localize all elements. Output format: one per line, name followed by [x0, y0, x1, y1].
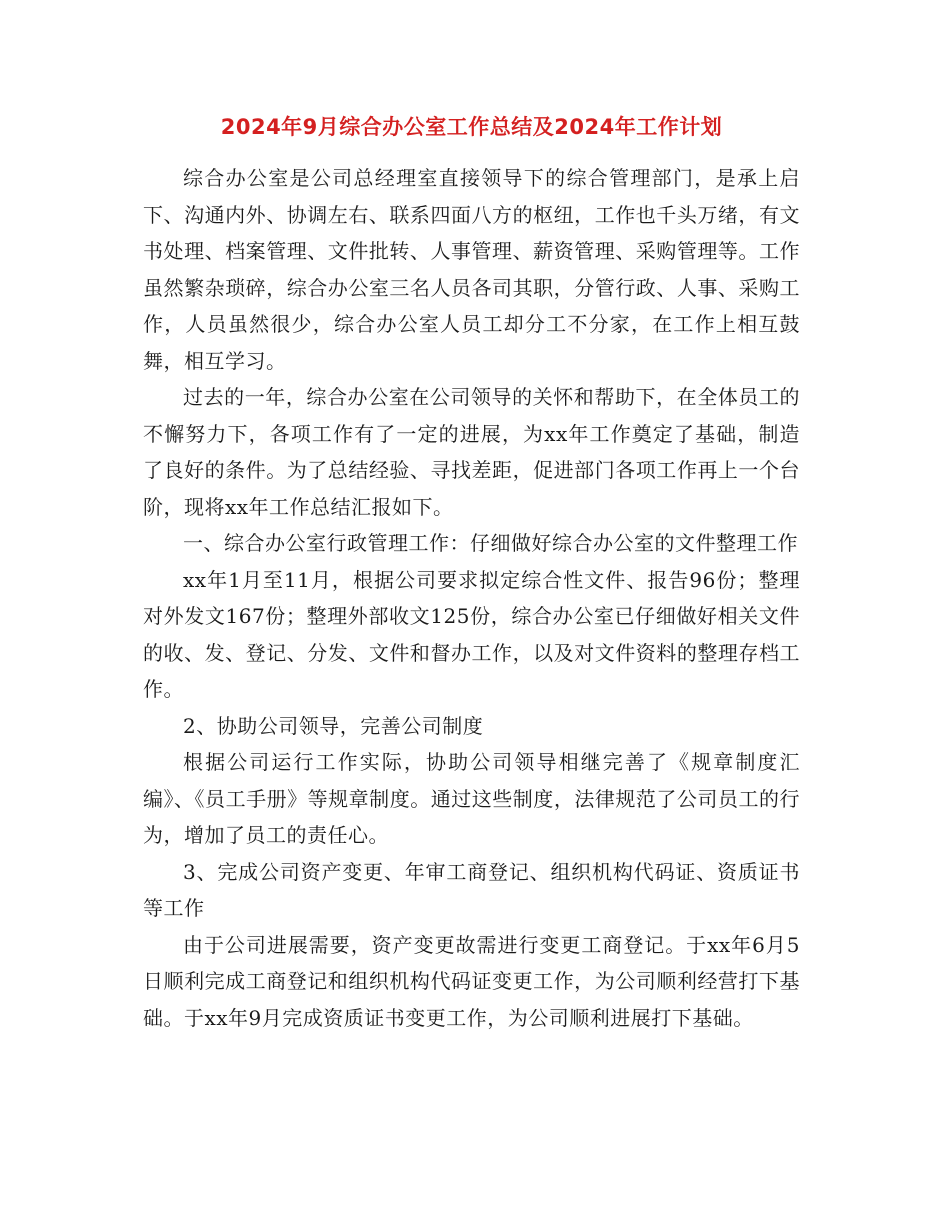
- paragraph-registration: 由于公司进展需要，资产变更故需进行变更工商登记。于xx年6月5日顺利完成工商登记和组织机构代码证变更工作，为公司顺利经营打下基础。于xx年9月完成资质证书变更工作，为公司顺利进展打下基础。: [143, 932, 800, 1030]
- document-title: 2024年9月综合办公室工作总结及2024年工作计划: [220, 115, 723, 139]
- section-heading-rules: 2、协助公司领导，完善公司制度: [183, 713, 484, 738]
- paragraph-documents: xx年1月至11月，根据公司要求拟定综合性文件、报告96份；整理对外发文167份；整理外部收文125份，综合办公室已仔细做好相关文件的收、发、登记、分发、文件和督办工作，以及对文件资料的整理存档工作。: [143, 567, 800, 701]
- paragraph-intro: 综合办公室是公司总经理室直接领导下的综合管理部门，是承上启下、沟通内外、协调左右、联系四面八方的枢纽，工作也千头万绪，有文书处理、档案管理、文件批转、人事管理、薪资管理、采购管理等。工作虽然繁杂琐碎，综合办公室三名人员各司其职，分管行政、人事、采购工作，人员虽然很少，综合办公室人员工却分工不分家，在工作上相互鼓舞，相互学习。: [143, 166, 800, 373]
- paragraph-review: 过去的一年，综合办公室在公司领导的关怀和帮助下，在全体员工的不懈努力下，各项工作有了一定的进展，为xx年工作奠定了基础，制造了良好的条件。为了总结经验、寻找差距，促进部门各项工作再上一个台阶，现将xx年工作总结汇报如下。: [143, 385, 800, 519]
- section-heading-admin: 一、综合办公室行政管理工作：仔细做好综合办公室的文件整理工作: [183, 531, 798, 555]
- section-heading-registration: 3、完成公司资产变更、年审工商登记、组织机构代码证、资质证书等工作: [143, 859, 800, 920]
- paragraph-rules: 根据公司运行工作实际，协助公司领导相继完善了《规章制度汇编》、《员工手册》等规章制度。通过这些制度，法律规范了公司员工的行为，增加了员工的责任心。: [143, 750, 800, 847]
